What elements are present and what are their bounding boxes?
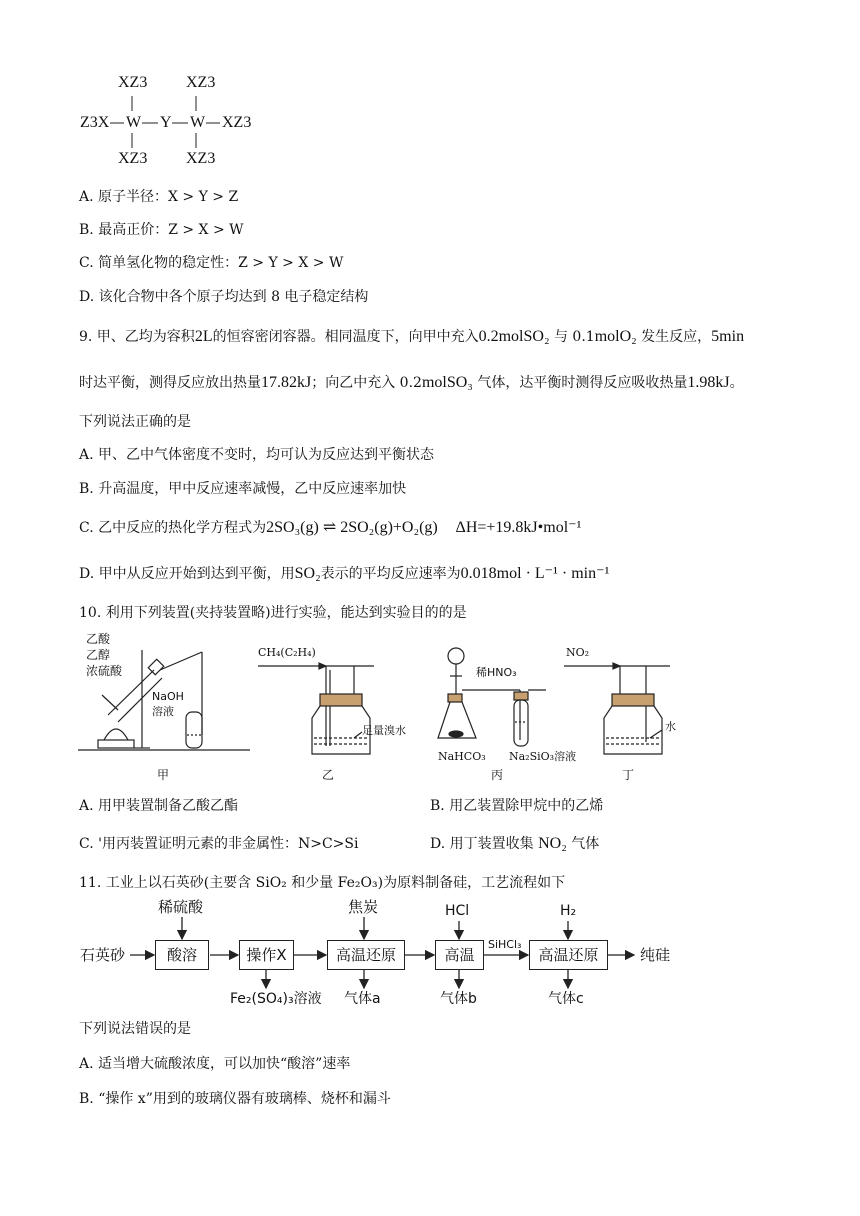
group-bottom-left: XZ3 <box>118 150 148 167</box>
q10-option-a: A. 用甲装置制备乙酸乙酯 <box>79 798 239 814</box>
q11-option-a: A. 适当增大硫酸浓度，可以加快“酸溶”速率 <box>79 1056 351 1072</box>
caption-jia: 甲 <box>157 768 170 782</box>
q9-option-a: A. 甲、乙中气体密度不变时，均可认为反应达到平衡状态 <box>79 447 435 463</box>
flow-input-h2: H₂ <box>560 903 577 919</box>
q10-option-b: B. 用乙装置除甲烷中的乙烯 <box>430 798 604 814</box>
q8-option-c: C. 简单氢化物的稳定性：Z > Y > X > W <box>79 255 344 271</box>
flow-input-coke: 焦炭 <box>348 898 379 916</box>
q11-option-b: B. “操作 x”用到的玻璃仪器有玻璃棒、烧杯和漏斗 <box>79 1091 391 1107</box>
flow-output-gas-b: 气体b <box>440 991 477 1007</box>
flow-output-gas-c: 气体c <box>548 991 584 1007</box>
atom-w1: W <box>126 114 142 131</box>
q11-stem: 11. 工业上以石英砂(主要含 SiO₂ 和少量 Fe₂O₃)为原料制备硅，工艺流程如下 <box>79 875 566 891</box>
group-left: Z3X <box>80 114 110 131</box>
yi-liquid-label: 足量溴水 <box>362 724 406 737</box>
q8-option-b: B. 最高正价：Z > X > W <box>79 222 244 238</box>
group-bottom-right: XZ3 <box>186 150 216 167</box>
flow-mid-sihcl3: SiHCl₃ <box>488 938 522 951</box>
flow-box-operation-x: 操作X <box>239 940 294 970</box>
q9-stem: 下列说法正确的是 <box>79 414 191 430</box>
q11-stem2: 下列说法错误的是 <box>79 1021 191 1037</box>
flow-box-acid-dissolve: 酸溶 <box>155 940 209 970</box>
bing-soln-label: Na₂SiO₃溶液 <box>509 750 577 763</box>
caption-ding: 丁 <box>622 768 635 782</box>
flow-box-high-temp: 高温 <box>435 940 484 970</box>
flow-input-hcl: HCl <box>445 903 470 919</box>
bing-acid-label: 稀HNO₃ <box>476 666 517 679</box>
atom-w2: W <box>190 114 206 131</box>
flow-box-high-temp-reduction-2: 高温还原 <box>529 940 608 970</box>
ding-gas-label: NO₂ <box>566 646 590 659</box>
flow-box-high-temp-reduction-1: 高温还原 <box>327 940 405 970</box>
group-top-left: XZ3 <box>118 74 148 91</box>
group-right: XZ3 <box>222 114 252 131</box>
flow-start: 石英砂 <box>80 946 126 964</box>
caption-bing: 丙 <box>491 768 504 782</box>
q9-option-d: D. 甲中从反应开始到达到平衡，用SO₂表示的平均反应速率为0.018mol · L⁻¹ · min⁻¹ <box>79 565 610 582</box>
atom-y: Y <box>160 114 172 131</box>
q8-option-d: D. 该化合物中各个原子均达到 8 电子稳定结构 <box>79 289 369 305</box>
q10-option-c: C. '用丙装置证明元素的非金属性：N>C>Si <box>79 836 359 852</box>
caption-yi: 乙 <box>322 768 335 782</box>
flow-end-pure-si: 纯硅 <box>640 946 671 964</box>
flow-output-fe2so43: Fe₂(SO₄)₃溶液 <box>230 991 322 1007</box>
q9-option-c: C. 乙中反应的热化学方程式为2SO₃(g) ⇌ 2SO₂(g)+O₂(g) ΔH=+19.8kJ•mol⁻¹ <box>79 519 582 536</box>
enthalpy: ΔH=+19.8kJ•mol⁻¹ <box>455 519 582 536</box>
group-top-right: XZ3 <box>186 74 216 91</box>
yi-gas-label: CH₄(C₂H₄) <box>258 646 316 659</box>
q10-option-d: D. 用丁装置收集 NO₂ 气体 <box>430 835 600 852</box>
q9-line2: 时达平衡，测得反应放出热量17.82kJ；向乙中充入 0.2molSO₃ 气体，达平衡时测得反应吸收热量1.98kJ。 <box>79 374 744 391</box>
q9-line1: 9. 甲、乙均为容积2L的恒容密闭容器。相同温度下，向甲中充入0.2molSO₂ 与 0.1molO₂ 发生反应，5min <box>79 328 745 345</box>
q8-option-a: A. 原子半径：X > Y > Z <box>79 189 239 205</box>
bing-solid-label: NaHCO₃ <box>438 750 486 763</box>
q9-option-b: B. 升高温度，甲中反应速率减慢，乙中反应速率加快 <box>79 481 407 497</box>
thermo-equation: 2SO₃(g) ⇌ 2SO₂(g)+O₂(g) <box>266 519 438 536</box>
q10-stem: 10. 利用下列装置(夹持装置略)进行实验，能达到实验目的的是 <box>79 605 467 621</box>
flow-input-dilute-h2so4: 稀硫酸 <box>158 898 204 916</box>
ding-liquid-label: 水 <box>665 720 676 733</box>
flow-output-gas-a: 气体a <box>344 991 381 1007</box>
